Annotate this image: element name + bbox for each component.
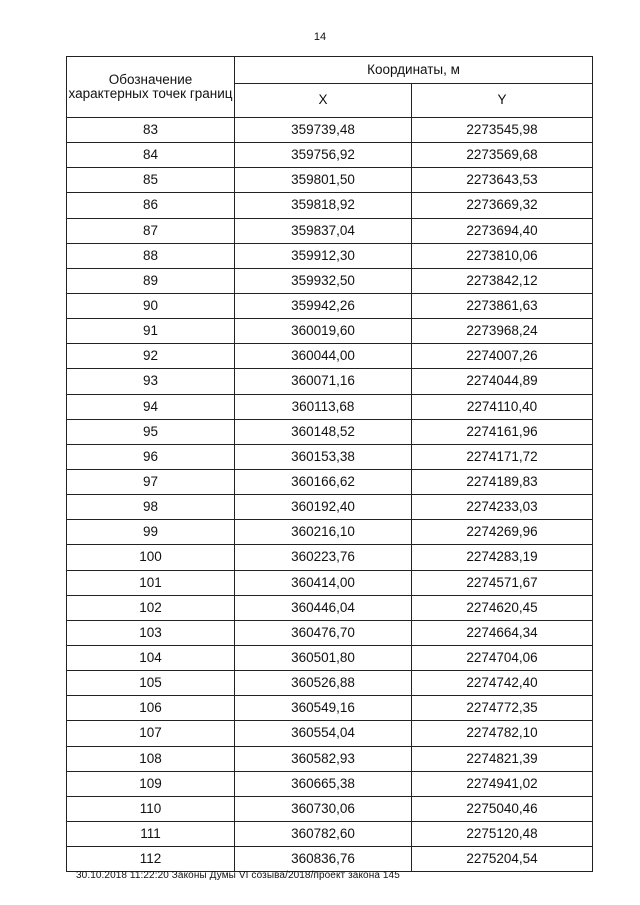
point-number-cell: 100	[67, 545, 235, 570]
table-row	[67, 444, 593, 469]
point-number-cell: 102	[67, 595, 235, 620]
x-coordinate-cell: 360782,60	[235, 821, 412, 846]
x-coordinate-cell: 359756,92	[235, 143, 412, 168]
point-number-cell: 107	[67, 721, 235, 746]
y-coordinate-cell: 2274233,03	[412, 495, 593, 520]
x-coordinate-cell: 359912,30	[235, 243, 412, 268]
y-coordinate-cell: 2274283,19	[412, 545, 593, 570]
x-coordinate-cell: 360216,10	[235, 520, 412, 545]
y-coordinate-cell: 2274171,72	[412, 444, 593, 469]
table-row	[67, 696, 593, 721]
table-row	[67, 570, 593, 595]
y-coordinate-cell: 2273810,06	[412, 243, 593, 268]
y-coordinate-cell: 2274742,40	[412, 671, 593, 696]
point-number-cell: 84	[67, 143, 235, 168]
y-coordinate-cell: 2274664,34	[412, 620, 593, 645]
y-column-header: Y	[412, 84, 593, 118]
x-coordinate-cell: 360113,68	[235, 394, 412, 419]
x-coordinate-cell: 360019,60	[235, 319, 412, 344]
y-coordinate-cell: 2273842,12	[412, 268, 593, 293]
y-coordinate-cell: 2274189,83	[412, 469, 593, 494]
point-number-cell: 83	[67, 118, 235, 143]
x-coordinate-cell: 360044,00	[235, 344, 412, 369]
y-coordinate-cell: 2273861,63	[412, 293, 593, 318]
point-number-cell: 85	[67, 168, 235, 193]
point-number-cell: 99	[67, 520, 235, 545]
coordinates-table	[66, 56, 593, 872]
table-row	[67, 771, 593, 796]
document-footer: 30.10.2018 11:22:20 Законы Думы VI созыва/2018/проект закона 145	[76, 870, 400, 881]
x-coordinate-cell: 360071,16	[235, 369, 412, 394]
point-number-cell: 87	[67, 218, 235, 243]
x-coordinate-cell: 360476,70	[235, 620, 412, 645]
point-number-cell: 88	[67, 243, 235, 268]
y-coordinate-cell: 2273694,40	[412, 218, 593, 243]
table-row	[67, 118, 593, 143]
table-row	[67, 847, 593, 872]
point-number-cell: 91	[67, 319, 235, 344]
x-coordinate-cell: 360836,76	[235, 847, 412, 872]
table-row	[67, 344, 593, 369]
table-header	[67, 57, 593, 118]
y-coordinate-cell: 2273545,98	[412, 118, 593, 143]
table-row	[67, 796, 593, 821]
point-number-cell: 108	[67, 746, 235, 771]
x-coordinate-cell: 360223,76	[235, 545, 412, 570]
table-body	[67, 118, 593, 872]
y-coordinate-cell: 2273968,24	[412, 319, 593, 344]
y-coordinate-cell: 2273569,68	[412, 143, 593, 168]
y-coordinate-cell: 2273643,53	[412, 168, 593, 193]
point-number-cell: 92	[67, 344, 235, 369]
table-row	[67, 268, 593, 293]
table-row	[67, 419, 593, 444]
x-coordinate-cell: 360414,00	[235, 570, 412, 595]
table-row	[67, 821, 593, 846]
table-row	[67, 645, 593, 670]
point-number-cell: 101	[67, 570, 235, 595]
point-number-cell: 90	[67, 293, 235, 318]
x-coordinate-cell: 360501,80	[235, 645, 412, 670]
x-coordinate-cell: 360554,04	[235, 721, 412, 746]
y-coordinate-cell: 2275120,48	[412, 821, 593, 846]
table-row	[67, 369, 593, 394]
point-number-cell: 106	[67, 696, 235, 721]
point-number-cell: 89	[67, 268, 235, 293]
table-row	[67, 495, 593, 520]
coordinates-header: Координаты, м	[235, 57, 593, 84]
table-row	[67, 293, 593, 318]
x-coordinate-cell: 359801,50	[235, 168, 412, 193]
table-row	[67, 721, 593, 746]
x-coordinate-cell: 359818,92	[235, 193, 412, 218]
y-coordinate-cell: 2274571,67	[412, 570, 593, 595]
y-coordinate-cell: 2274704,06	[412, 645, 593, 670]
y-coordinate-cell: 2274044,89	[412, 369, 593, 394]
y-coordinate-cell: 2273669,32	[412, 193, 593, 218]
table-row	[67, 671, 593, 696]
page-number: 14	[313, 31, 327, 43]
table-row	[67, 168, 593, 193]
point-number-cell: 104	[67, 645, 235, 670]
point-number-cell: 111	[67, 821, 235, 846]
x-coordinate-cell: 360730,06	[235, 796, 412, 821]
y-coordinate-cell: 2275040,46	[412, 796, 593, 821]
table-row	[67, 218, 593, 243]
x-column-header: X	[235, 84, 412, 118]
point-number-cell: 98	[67, 495, 235, 520]
table-row	[67, 469, 593, 494]
y-coordinate-cell: 2274941,02	[412, 771, 593, 796]
table-row	[67, 243, 593, 268]
y-coordinate-cell: 2274821,39	[412, 746, 593, 771]
x-coordinate-cell: 359942,26	[235, 293, 412, 318]
y-coordinate-cell: 2274782,10	[412, 721, 593, 746]
x-coordinate-cell: 360549,16	[235, 696, 412, 721]
point-number-cell: 103	[67, 620, 235, 645]
x-coordinate-cell: 360148,52	[235, 419, 412, 444]
table-row	[67, 319, 593, 344]
point-number-cell: 95	[67, 419, 235, 444]
y-coordinate-cell: 2275204,54	[412, 847, 593, 872]
x-coordinate-cell: 360153,38	[235, 444, 412, 469]
y-coordinate-cell: 2274110,40	[412, 394, 593, 419]
table-row	[67, 143, 593, 168]
y-coordinate-cell: 2274620,45	[412, 595, 593, 620]
y-coordinate-cell: 2274269,96	[412, 520, 593, 545]
x-coordinate-cell: 360446,04	[235, 595, 412, 620]
point-number-cell: 86	[67, 193, 235, 218]
point-number-cell: 112	[67, 847, 235, 872]
point-number-cell: 93	[67, 369, 235, 394]
x-coordinate-cell: 360166,62	[235, 469, 412, 494]
point-designation-header: Обозначение характерных точек границ	[67, 57, 235, 118]
table-row	[67, 595, 593, 620]
point-number-cell: 110	[67, 796, 235, 821]
x-coordinate-cell: 360526,88	[235, 671, 412, 696]
table-row	[67, 520, 593, 545]
x-coordinate-cell: 359739,48	[235, 118, 412, 143]
x-coordinate-cell: 359932,50	[235, 268, 412, 293]
x-coordinate-cell: 360582,93	[235, 746, 412, 771]
table-row	[67, 746, 593, 771]
point-number-cell: 109	[67, 771, 235, 796]
table-row	[67, 193, 593, 218]
y-coordinate-cell: 2274007,26	[412, 344, 593, 369]
y-coordinate-cell: 2274161,96	[412, 419, 593, 444]
point-number-cell: 94	[67, 394, 235, 419]
y-coordinate-cell: 2274772,35	[412, 696, 593, 721]
point-number-cell: 97	[67, 469, 235, 494]
table-row	[67, 394, 593, 419]
point-number-cell: 105	[67, 671, 235, 696]
table-row	[67, 545, 593, 570]
point-number-cell: 96	[67, 444, 235, 469]
x-coordinate-cell: 360665,38	[235, 771, 412, 796]
table-row	[67, 620, 593, 645]
x-coordinate-cell: 359837,04	[235, 218, 412, 243]
x-coordinate-cell: 360192,40	[235, 495, 412, 520]
